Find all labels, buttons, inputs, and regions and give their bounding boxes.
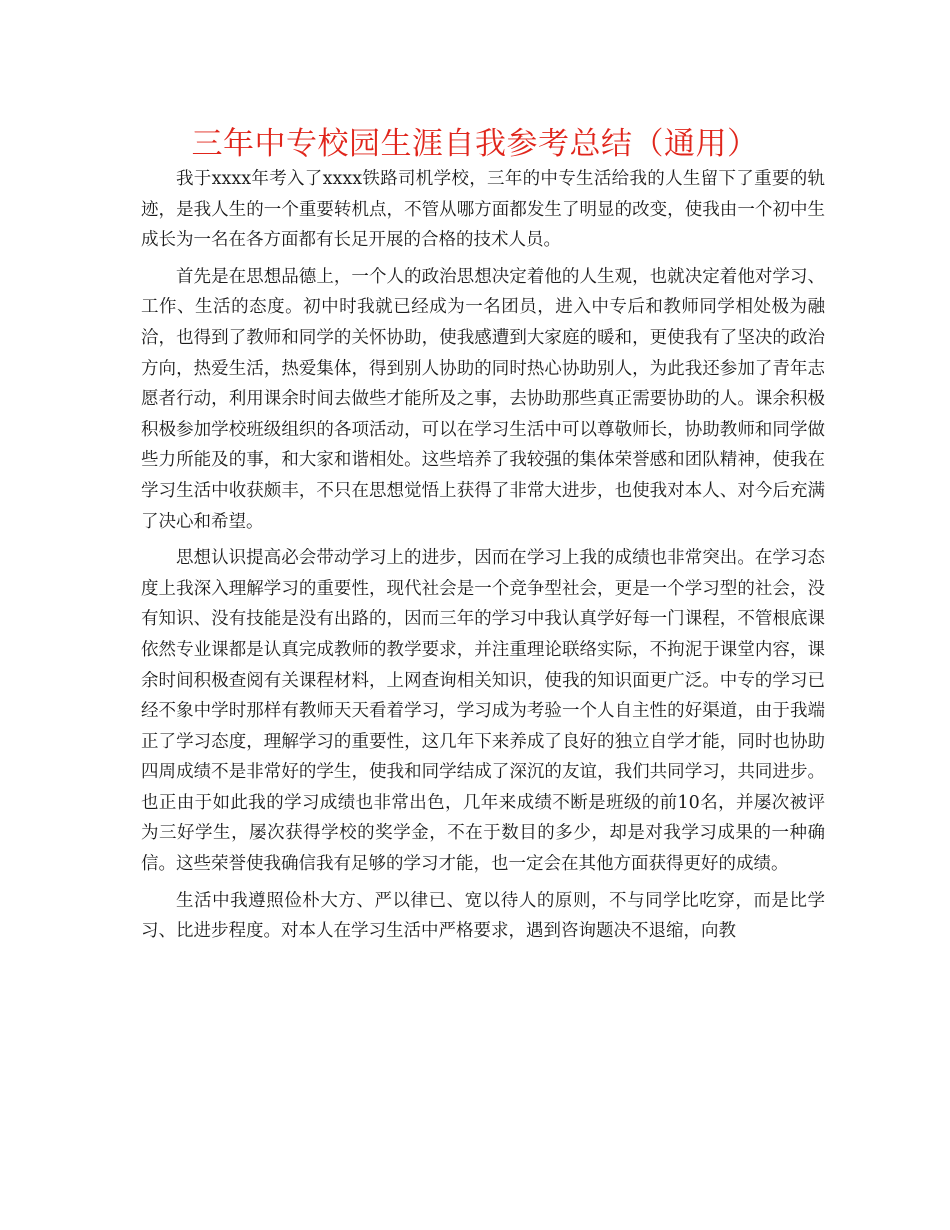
- document-title: 三年中专校园生涯自我参考总结（通用）: [191, 126, 759, 162]
- paragraph-1: 我于xxxx年考入了xxxx铁路司机学校，三年的中专生活给我的人生留下了重要的轨迹，是我人生的一个重要转机点，不管从哪方面都发生了明显的改变，使我由一个初中生成长为一名在各方面都有长足开展的合格的技术人员。: [141, 169, 825, 251]
- paragraph-4: 生活中我遵照俭朴大方、严以律已、宽以待人的原则，不与同学比吃穿，而是比学习、比进步程度。对本人在学习生活中严格要求，遇到咨询题决不退缩，向教: [141, 890, 825, 942]
- paragraph-3: 思想认识提高必会带动学习上的进步，因而在学习上我的成绩也非常突出。在学习态度上我深入理解学习的重要性，现代社会是一个竞争型社会，更是一个学习型的社会，没有知识、没有技能是没有出路的，因而三年的学习中我认真学好每一门课程，不管根底课依然专业课都是认真完成教师的教学要求，并注重理论联络实际，不拘泥于课堂内容，课余时间积极查阅有关课程材料，上网查询相关知识，使我的知识面更广泛。中专的学习已经不象中学时那样有教师天天看着学习，学习成为考验一个人自主性的好渠道，由于我端正了学习态度，理解学习的重要性，这几年下来养成了良好的独立自学才能，同时也协助四周成绩不是非常好的学生，使我和同学结成了深沉的友谊，我们共同学习，共同进步。也正由于如此我的学习成绩也非常出色，几年来成绩不断是班级的前10名，并屡次被评为三好学生，屡次获得学校的奖学金，不在于数目的多少，却是对我学习成果的一种确信。这些荣誉使我确信我有足够的学习才能，也一定会在其他方面获得更好的成绩。: [141, 548, 825, 875]
- document-body: [141, 164, 825, 953]
- paragraph-2: 首先是在思想品德上，一个人的政治思想决定着他的人生观，也就决定着他对学习、工作、生活的态度。初中时我就已经成为一名团员，进入中专后和教师同学相处极为融洽，也得到了教师和同学的关怀协助，使我感遭到大家庭的暖和，更使我有了坚决的政治方向，热爱生活，热爱集体，得到别人协助的同时热心协助别人，为此我还参加了青年志愿者行动，利用课余时间去做些才能所及之事，去协助那些真正需要协助的人。课余积极积极参加学校班级组织的各项活动，可以在学习生活中可以尊敬师长，协助教师和同学做些力所能及的事，和大家和谐相处。这些培养了我较强的集体荣誉感和团队精神，使我在学习生活中收获颇丰，不只在思想觉悟上获得了非常大进步，也使我对本人、对今后充满了决心和希望。: [141, 266, 825, 532]
